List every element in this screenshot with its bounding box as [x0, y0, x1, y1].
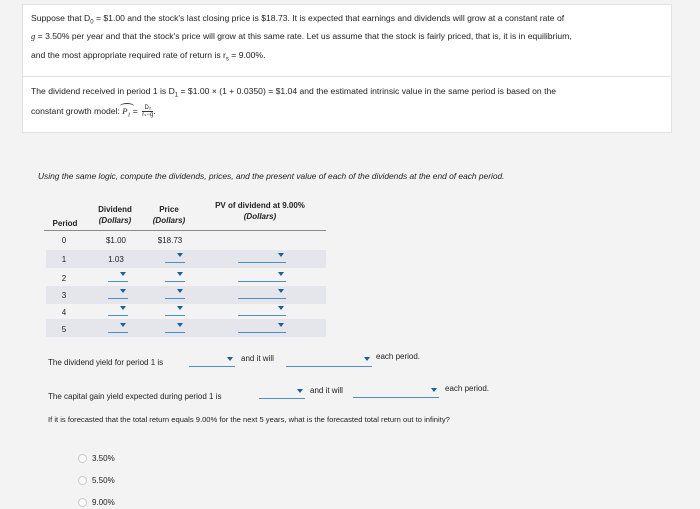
- dividend-5-dropdown[interactable]: [108, 320, 128, 333]
- period-4: 4: [61, 308, 67, 317]
- period-0: 0: [61, 236, 67, 245]
- radio-button[interactable]: [78, 476, 87, 485]
- header-price: Price (Dollars): [152, 205, 186, 225]
- chevron-down-icon: [177, 253, 183, 257]
- capital-gain-trend-dropdown[interactable]: [353, 385, 439, 398]
- dividend-2-dropdown[interactable]: [108, 269, 128, 282]
- radio-button[interactable]: [78, 498, 87, 507]
- p1-hat-symbol: $P_1$: [122, 106, 131, 119]
- option-3-50[interactable]: 3.50%: [78, 453, 115, 465]
- dividend-yield-prefix: The dividend yield for period 1 is: [48, 358, 164, 367]
- forecast-question: If it is forecasted that the total return equals 9.00% for the next 5 years, what is the forecasted total return out to infinity?: [48, 415, 450, 424]
- price-5-dropdown[interactable]: [165, 320, 185, 333]
- dividend-explanation-box: [22, 76, 672, 133]
- chevron-down-icon: [177, 323, 183, 327]
- dividend-yield-trend-dropdown[interactable]: [286, 354, 372, 367]
- dividend-3-dropdown[interactable]: [108, 286, 128, 299]
- chevron-down-icon: [278, 253, 284, 257]
- problem-statement-box: [22, 4, 672, 77]
- dividend-yield-suffix: each period.: [376, 352, 421, 361]
- dividend-0: $1.00: [105, 236, 127, 245]
- dividend-yield-dropdown[interactable]: [189, 354, 235, 367]
- dividend-yield-mid: and it will: [241, 354, 274, 363]
- chevron-down-icon: [120, 323, 126, 327]
- explanation-line-2: constant growth model: $P_1$ = $\frac{\text{D₂}}{\text{rₛ−g}}$.: [31, 105, 156, 119]
- chevron-down-icon: [364, 357, 370, 361]
- explanation-line-1: The dividend received in period 1 is $D_1$ = $1.00 × (1 + 0.0350) = $1.04 and the estimated intrinsic value in the same period is based on the: [31, 86, 557, 99]
- pv-5-dropdown[interactable]: [238, 320, 286, 333]
- price-1-dropdown[interactable]: [165, 250, 185, 263]
- chevron-down-icon: [278, 306, 284, 310]
- chevron-down-icon: [278, 289, 284, 293]
- price-0: $18.73: [157, 236, 183, 245]
- header-divider: [44, 230, 326, 231]
- growth-fraction: $\frac{\text{D₂}}{\text{rₛ−g}}$: [142, 105, 154, 119]
- chevron-down-icon: [120, 272, 126, 276]
- chevron-down-icon: [297, 389, 303, 393]
- chevron-down-icon: [278, 323, 284, 327]
- chevron-down-icon: [177, 289, 183, 293]
- period-3: 3: [61, 291, 67, 300]
- option-5-50[interactable]: 5.50%: [78, 475, 115, 487]
- period-5: 5: [61, 325, 67, 334]
- chevron-down-icon: [278, 272, 284, 276]
- instruction-text: Using the same logic, compute the dividends, prices, and the present value of each of the dividends at the end of each period.: [38, 171, 505, 181]
- period-1: 1: [61, 255, 67, 264]
- pv-3-dropdown[interactable]: [238, 286, 286, 299]
- price-4-dropdown[interactable]: [165, 303, 185, 316]
- problem-line-3: and the most appropriate required rate of return is $r_s = 9.00\%$.: [31, 50, 266, 63]
- chevron-down-icon: [227, 357, 233, 361]
- dividend-1: 1.03: [108, 255, 124, 264]
- price-2-dropdown[interactable]: [165, 269, 185, 282]
- problem-line-2: g = 3.50% per year and that the stock's price will grow at this same rate. Let us assume that the stock is fairly priced, that is, it is in equilibrium,: [31, 31, 572, 41]
- radio-button[interactable]: [78, 454, 87, 463]
- chevron-down-icon: [431, 388, 437, 392]
- pv-1-dropdown[interactable]: [238, 250, 286, 263]
- pv-2-dropdown[interactable]: [238, 269, 286, 282]
- header-period: Period: [52, 219, 78, 228]
- capital-gain-prefix: The capital gain yield expected during period 1 is: [48, 392, 222, 401]
- capital-gain-suffix: each period.: [445, 384, 490, 393]
- pv-4-dropdown[interactable]: [238, 303, 286, 316]
- dividend-4-dropdown[interactable]: [108, 303, 128, 316]
- price-3-dropdown[interactable]: [165, 286, 185, 299]
- header-pv: PV of dividend at 9.00% (Dollars): [215, 201, 305, 221]
- capital-gain-mid: and it will: [310, 386, 343, 395]
- option-9-00[interactable]: 9.00%: [78, 497, 115, 509]
- period-2: 2: [61, 274, 67, 283]
- problem-line-1: Suppose that $D_0$ = $1.00 and the stock's last closing price is $18.73. It is expected that earnings and dividends will grow at a constant rate of: [31, 13, 565, 26]
- chevron-down-icon: [177, 306, 183, 310]
- chevron-down-icon: [120, 306, 126, 310]
- chevron-down-icon: [177, 272, 183, 276]
- chevron-down-icon: [120, 289, 126, 293]
- header-dividend: Dividend (Dollars): [98, 205, 132, 225]
- capital-gain-dropdown[interactable]: [259, 386, 305, 399]
